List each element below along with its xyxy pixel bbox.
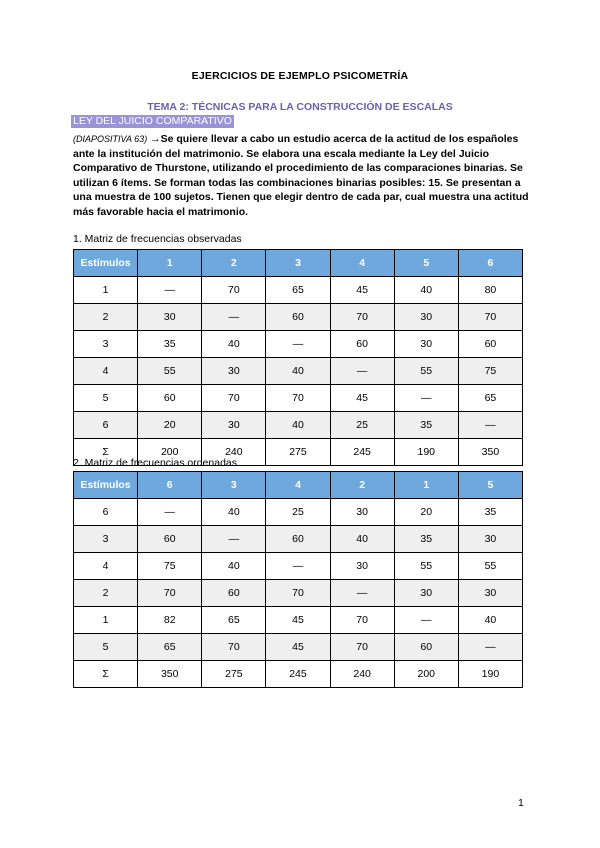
table-cell: 60 [266, 526, 330, 553]
table-cell: 70 [202, 385, 266, 412]
table-cell: 45 [266, 607, 330, 634]
table-cell: 25 [266, 499, 330, 526]
table-cell: — [138, 499, 202, 526]
slide-reference: (DIAPOSITIVA 63) [73, 134, 148, 144]
table-row [74, 277, 523, 304]
table-cell: — [330, 358, 394, 385]
table-cell: 45 [266, 634, 330, 661]
table-cell: 30 [394, 304, 458, 331]
column-header: 1 [138, 250, 202, 277]
column-header: 6 [138, 472, 202, 499]
table-cell: 70 [266, 385, 330, 412]
table-cell: 60 [138, 526, 202, 553]
row-label-cell: 5 [74, 634, 138, 661]
row-label-cell: 1 [74, 277, 138, 304]
table-row [74, 553, 523, 580]
row-label-cell: 4 [74, 553, 138, 580]
observed-frequencies-table [73, 249, 523, 466]
table-cell: 60 [330, 331, 394, 358]
table-cell: 30 [394, 331, 458, 358]
table-cell: 60 [458, 331, 522, 358]
table-cell: — [138, 277, 202, 304]
table-cell: 30 [330, 499, 394, 526]
arrow-icon: → [147, 133, 161, 145]
table-cell: — [458, 634, 522, 661]
table-cell: 70 [330, 304, 394, 331]
intro-text: Se quiere llevar a cabo un estudio acerca de la actitud de los españoles ante la institución del matrimonio. Se elabora una escala mediante la Ley del Juicio Comparativo de Thurstone, utilizando el procedimiento de las comparaciones binarias. Se utilizan 6 ítems. Se forman todas las combinaciones binarias posibles: 15. Se presentan a una muestra de 100 sujetos. Tienen que elegir dentro de cada par, cual muestra una actitud más favorable hacia el matrimonio. [73, 133, 529, 218]
table-row [74, 634, 523, 661]
table-cell: 30 [394, 580, 458, 607]
table-cell: 82 [138, 607, 202, 634]
row-label-cell: 6 [74, 499, 138, 526]
row-label-cell: 3 [74, 526, 138, 553]
table-cell: 20 [394, 499, 458, 526]
table-cell: 55 [458, 553, 522, 580]
table-cell: 190 [394, 439, 458, 466]
table-row [74, 499, 523, 526]
column-header: 2 [330, 472, 394, 499]
table-cell: 35 [394, 526, 458, 553]
table2-caption: 2. Matriz de frecuencias ordenadas [73, 457, 238, 469]
table-cell: 40 [266, 358, 330, 385]
table-cell: 55 [394, 358, 458, 385]
table-cell: 45 [330, 385, 394, 412]
table-cell: — [330, 580, 394, 607]
table-cell: 60 [138, 385, 202, 412]
row-label-cell: 1 [74, 607, 138, 634]
table-cell: 40 [202, 331, 266, 358]
table-cell: 190 [458, 661, 522, 688]
table-cell: 25 [330, 412, 394, 439]
table1-caption: 1. Matriz de frecuencias observadas [73, 233, 242, 245]
table-cell: 70 [458, 304, 522, 331]
table-cell: 30 [330, 553, 394, 580]
table-cell: 275 [266, 439, 330, 466]
intro-paragraph [73, 132, 533, 220]
table-cell: 40 [458, 607, 522, 634]
row-label-cell: 3 [74, 331, 138, 358]
table-row [74, 331, 523, 358]
table-cell: 45 [330, 277, 394, 304]
column-header: 3 [266, 250, 330, 277]
table-cell: 60 [266, 304, 330, 331]
table-cell: 30 [458, 526, 522, 553]
table-cell: 40 [394, 277, 458, 304]
table-cell: 70 [138, 580, 202, 607]
table-cell: 245 [266, 661, 330, 688]
table-cell: 65 [266, 277, 330, 304]
table-cell: — [266, 553, 330, 580]
table-cell: 350 [458, 439, 522, 466]
table-header-row [74, 472, 523, 499]
table-cell: 30 [138, 304, 202, 331]
section-label: LEY DEL JUICIO COMPARATIVO [73, 115, 232, 127]
row-label-cell: 5 [74, 385, 138, 412]
row-label-cell: Σ [74, 661, 138, 688]
table-cell: 200 [394, 661, 458, 688]
ordered-frequencies-table [73, 471, 523, 688]
table-row [74, 358, 523, 385]
table-cell: 60 [394, 634, 458, 661]
table-cell: — [394, 385, 458, 412]
table-cell: — [202, 304, 266, 331]
table-row [74, 607, 523, 634]
table-cell: 240 [202, 439, 266, 466]
table-cell: 70 [202, 634, 266, 661]
table-cell: 20 [138, 412, 202, 439]
table-cell: 350 [138, 661, 202, 688]
table-cell: 240 [330, 661, 394, 688]
row-label-cell: 6 [74, 412, 138, 439]
table-cell: 275 [202, 661, 266, 688]
table-cell: 60 [202, 580, 266, 607]
table-row [74, 385, 523, 412]
table-cell: 80 [458, 277, 522, 304]
table-cell: — [458, 412, 522, 439]
table-cell: 35 [138, 331, 202, 358]
table-cell: 55 [138, 358, 202, 385]
column-header-stimuli: Estímulos [74, 472, 138, 499]
table-cell: 70 [330, 607, 394, 634]
table-cell: 40 [330, 526, 394, 553]
table-row [74, 580, 523, 607]
page-number: 1 [518, 797, 524, 809]
document-title: EJERCICIOS DE EJEMPLO PSICOMETRÍA [191, 70, 409, 82]
table-cell: 40 [266, 412, 330, 439]
column-header: 1 [394, 472, 458, 499]
row-label-cell: Σ [74, 439, 138, 466]
table-header-row [74, 250, 523, 277]
table-row [74, 661, 523, 688]
table-cell: 70 [330, 634, 394, 661]
table-cell: 40 [202, 499, 266, 526]
table-cell: 65 [202, 607, 266, 634]
table-cell: 30 [202, 412, 266, 439]
row-label-cell: 4 [74, 358, 138, 385]
column-header: 5 [458, 472, 522, 499]
table-cell: 55 [394, 553, 458, 580]
column-header: 3 [202, 472, 266, 499]
table-cell: — [266, 331, 330, 358]
table-cell: 245 [330, 439, 394, 466]
row-label-cell: 2 [74, 580, 138, 607]
table-cell: 65 [458, 385, 522, 412]
table-row [74, 526, 523, 553]
table-cell: 30 [458, 580, 522, 607]
column-header: 2 [202, 250, 266, 277]
table-cell: — [394, 607, 458, 634]
row-label-cell: 2 [74, 304, 138, 331]
table-cell: 75 [138, 553, 202, 580]
table-cell: 75 [458, 358, 522, 385]
column-header: 4 [266, 472, 330, 499]
table-cell: 30 [202, 358, 266, 385]
table-cell: 40 [202, 553, 266, 580]
column-header: 6 [458, 250, 522, 277]
table-cell: 70 [266, 580, 330, 607]
table-cell: 35 [394, 412, 458, 439]
table-cell: 65 [138, 634, 202, 661]
column-header: 5 [394, 250, 458, 277]
table-cell: — [202, 526, 266, 553]
table-cell: 35 [458, 499, 522, 526]
column-header-stimuli: Estímulos [74, 250, 138, 277]
table-cell: 70 [202, 277, 266, 304]
topic-title: TEMA 2: TÉCNICAS PARA LA CONSTRUCCIÓN DE ESCALAS [147, 101, 453, 113]
table-cell: 200 [138, 439, 202, 466]
table-row [74, 304, 523, 331]
table-row [74, 412, 523, 439]
column-header: 4 [330, 250, 394, 277]
